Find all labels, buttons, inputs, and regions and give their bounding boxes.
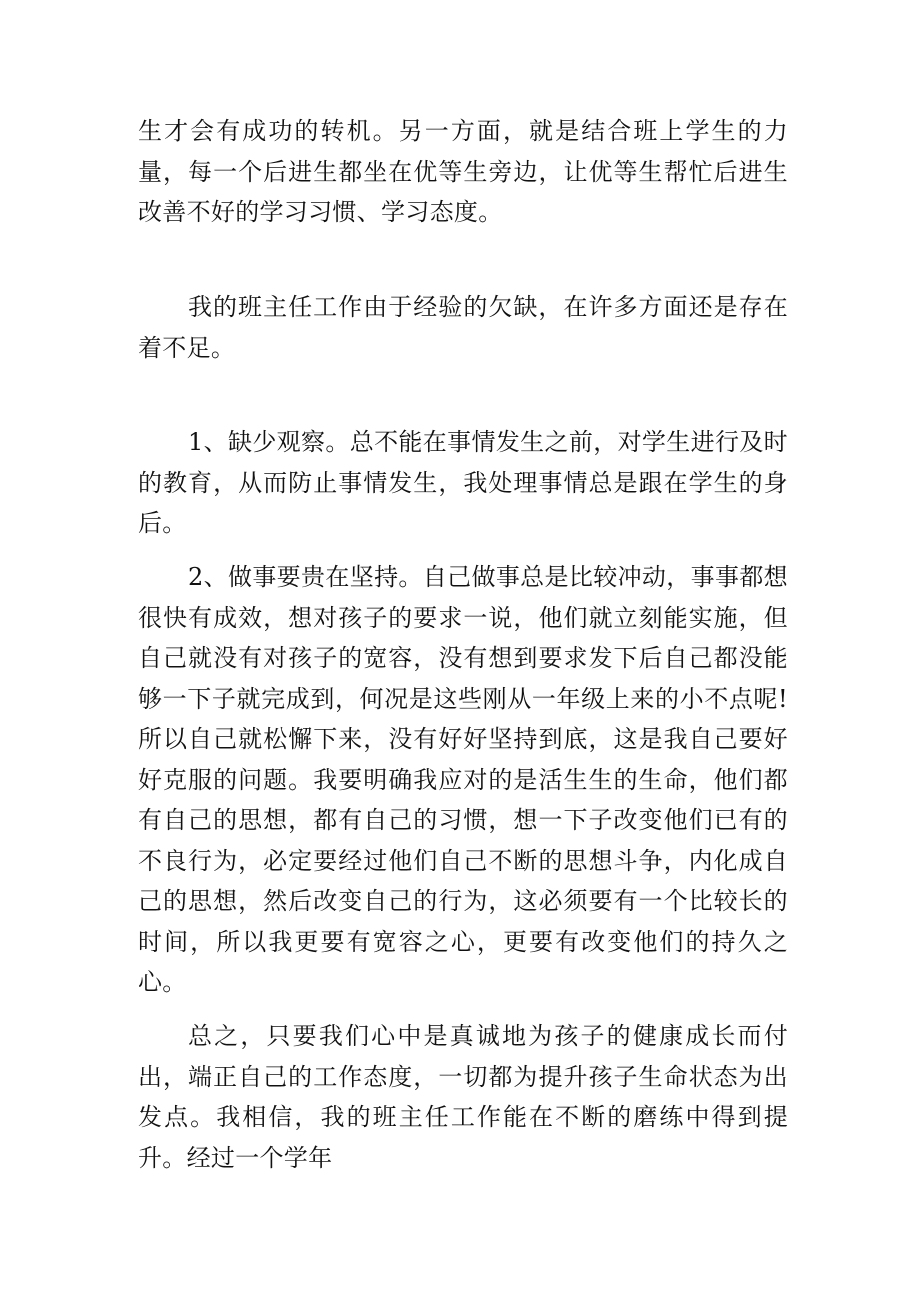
paragraph-continuation: 生才会有成功的转机。另一方面，就是结合班上学生的力量，每一个后进生都坐在优等生旁边，让优等生帮忙后进生改善不好的学习习惯、学习态度。: [138, 117, 788, 226]
paragraph-point-1: 1、缺少观察。总不能在事情发生之前，对学生进行及时的教育，从而防止事情发生，我处理事情总是跟在学生的身后。: [138, 428, 788, 537]
paragraph-point-2: 2、做事要贵在坚持。自己做事总是比较冲动，事事都想很快有成效，想对孩子的要求一说，他们就立刻能实施，但自己就没有对孩子的宽容，没有想到要求发下后自己都没能够一下子就完成到，何况是这些刚从一年级上来的小不点呢!所以自己就松懈下来，没有好好坚持到底，这是我自己要好好克服的问题。我要明确我应对的是活生生的生命，他们都有自己的思想，都有自己的习惯，想一下子改变他们已有的不良行为，必定要经过他们自己不断的思想斗争，内化成自己的思想，然后改变自己的行为，这必须要有一个比较长的时间，所以我更要有宽容之心，更要有改变他们的持久之心。: [138, 563, 788, 996]
paragraph-conclusion: 总之，只要我们心中是真诚地为孩子的健康成长而付出，端正自己的工作态度，一切都为提升孩子生命状态为出发点。我相信，我的班主任工作能在不断的磨练中得到提升。经过一个学年: [138, 1022, 788, 1172]
paragraph-shortcomings-intro: 我的班主任工作由于经验的欠缺，在许多方面还是存在着不足。: [138, 293, 788, 362]
